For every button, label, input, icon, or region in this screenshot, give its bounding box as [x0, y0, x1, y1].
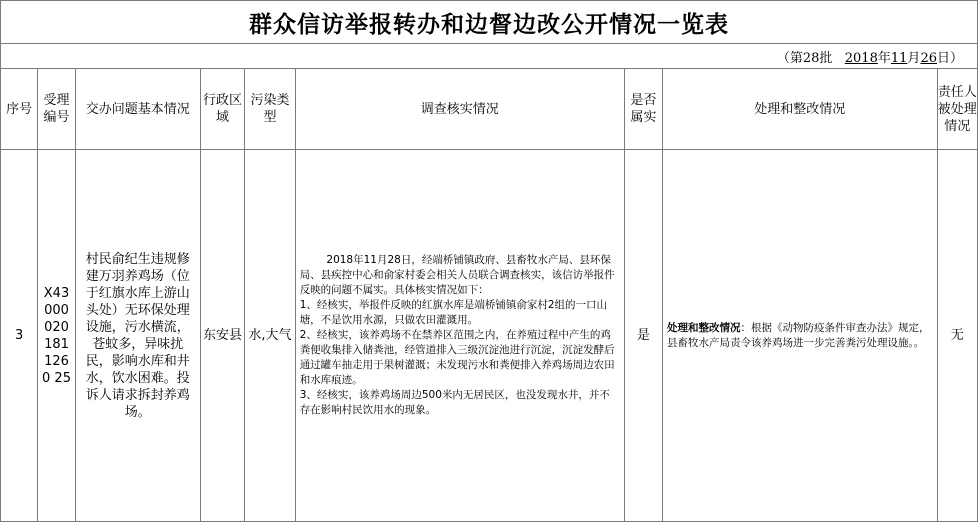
cell-pollution[interactable]: 水,大气	[245, 150, 295, 522]
header-accountability[interactable]: 责任人被处理情况	[937, 69, 977, 150]
handling-label: 处理和整改情况	[667, 321, 741, 334]
cell-seq[interactable]: 3	[1, 150, 38, 522]
cell-accountability[interactable]: 无	[937, 150, 977, 522]
batch-row	[0, 44, 978, 68]
header-pollution[interactable]: 污染类型	[245, 69, 295, 150]
batch-year-suffix: 年	[877, 51, 891, 66]
header-handling[interactable]: 处理和整改情况	[663, 69, 938, 150]
cell-code[interactable]: X430000201811260 25	[38, 150, 75, 522]
header-truth[interactable]: 是否属实	[624, 69, 662, 150]
report-table	[0, 68, 978, 522]
batch-day-suffix: 日）	[936, 51, 963, 66]
batch-month: 11	[890, 51, 908, 66]
cell-problem[interactable]: 村民俞纪生违规修建万羽养鸡场（位于红旗水库上游山头处）无环保处理设施，污水横流，苍蚊多，异味扰民，影响水库和井水，饮水困难。投诉人请求拆封养鸡场。	[75, 150, 200, 522]
batch-year: 2018	[844, 51, 878, 66]
cell-truth[interactable]: 是	[624, 150, 662, 522]
header-seq[interactable]: 序号	[1, 69, 38, 150]
header-row	[1, 69, 978, 150]
header-code[interactable]: 受理编号	[38, 69, 75, 150]
page-title: 群众信访举报转办和边督边改公开情况一览表	[249, 10, 729, 38]
batch-day: 26	[920, 51, 937, 66]
batch-month-suffix: 月	[907, 51, 921, 66]
batch-prefix: （第28批	[776, 51, 833, 66]
header-region[interactable]: 行政区域	[200, 69, 244, 150]
header-problem[interactable]: 交办问题基本情况	[75, 69, 200, 150]
cell-handling[interactable]	[663, 150, 938, 522]
header-investigation[interactable]: 调查核实情况	[295, 69, 624, 150]
cell-region[interactable]: 东安县	[200, 150, 244, 522]
batch-info	[777, 47, 963, 66]
handling-text: ：根据《动物防疫条件审查办法》规定，县畜牧水产局责令该养鸡场进一步完善粪污处理设施。。	[667, 321, 930, 349]
cell-investigation[interactable]: 2018年11月28日，经端桥铺镇政府、县畜牧水产局、县环保局、县疾控中心和俞家村委会相关人员联合调查核实，该信访举报件反映的问题不属实。具体核实情况如下： 1、经核实，举报件反映的红旗水库是端桥铺镇俞家村2组的一口山塘，不是饮用水源，只做农田灌溉用。 2、经核实，该养鸡场不在禁养区范围之内，在养殖过程中产生的鸡粪便收集排入储粪池，经管道排入三级沉淀池进行沉淀，沉淀发酵后通过罐车抽走用于果树灌溉；未发现污水和粪便排入养鸡场周边农田和水库痕迹。 3、经核实，该养鸡场周边500米内无居民区，也没发现水井，并不存在影响村民饮用水的现象。	[295, 150, 624, 522]
table-row	[1, 150, 978, 522]
title-row	[0, 0, 978, 44]
